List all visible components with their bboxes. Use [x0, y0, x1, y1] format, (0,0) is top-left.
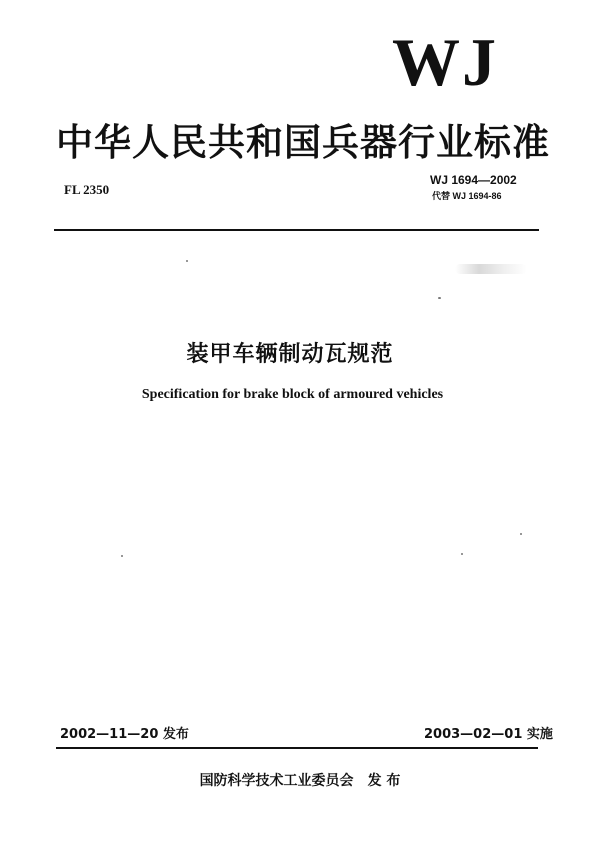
header-divider	[54, 229, 539, 231]
scan-speck	[121, 555, 123, 557]
standard-category-title: 中华人民共和国兵器行业标准	[56, 121, 550, 164]
scan-speck	[438, 297, 441, 299]
scan-speck	[461, 553, 463, 555]
publisher-name: 国防科学技术工业委员会	[199, 773, 354, 789]
footer-divider	[56, 747, 538, 749]
document-title-chinese: 装甲车辆制动瓦规范	[186, 342, 394, 367]
wj-logo: WJ	[392, 24, 498, 100]
replaces-standard: 代替 WJ 1694-86	[432, 191, 502, 201]
scan-speck	[520, 533, 522, 535]
document-title-english: Specification for brake block of armoured vehicles	[141, 387, 444, 402]
scan-smudge	[455, 264, 527, 274]
classification-code: FL 2350	[64, 182, 110, 197]
publisher-action: 发 布	[367, 773, 401, 789]
effective-date: 2003—02—01 实施	[424, 727, 553, 742]
standard-number: WJ 1694—2002	[430, 173, 517, 187]
publisher-line	[0, 770, 600, 790]
scan-speck	[186, 260, 188, 262]
issue-date: 2002—11—20 发布	[60, 727, 189, 742]
